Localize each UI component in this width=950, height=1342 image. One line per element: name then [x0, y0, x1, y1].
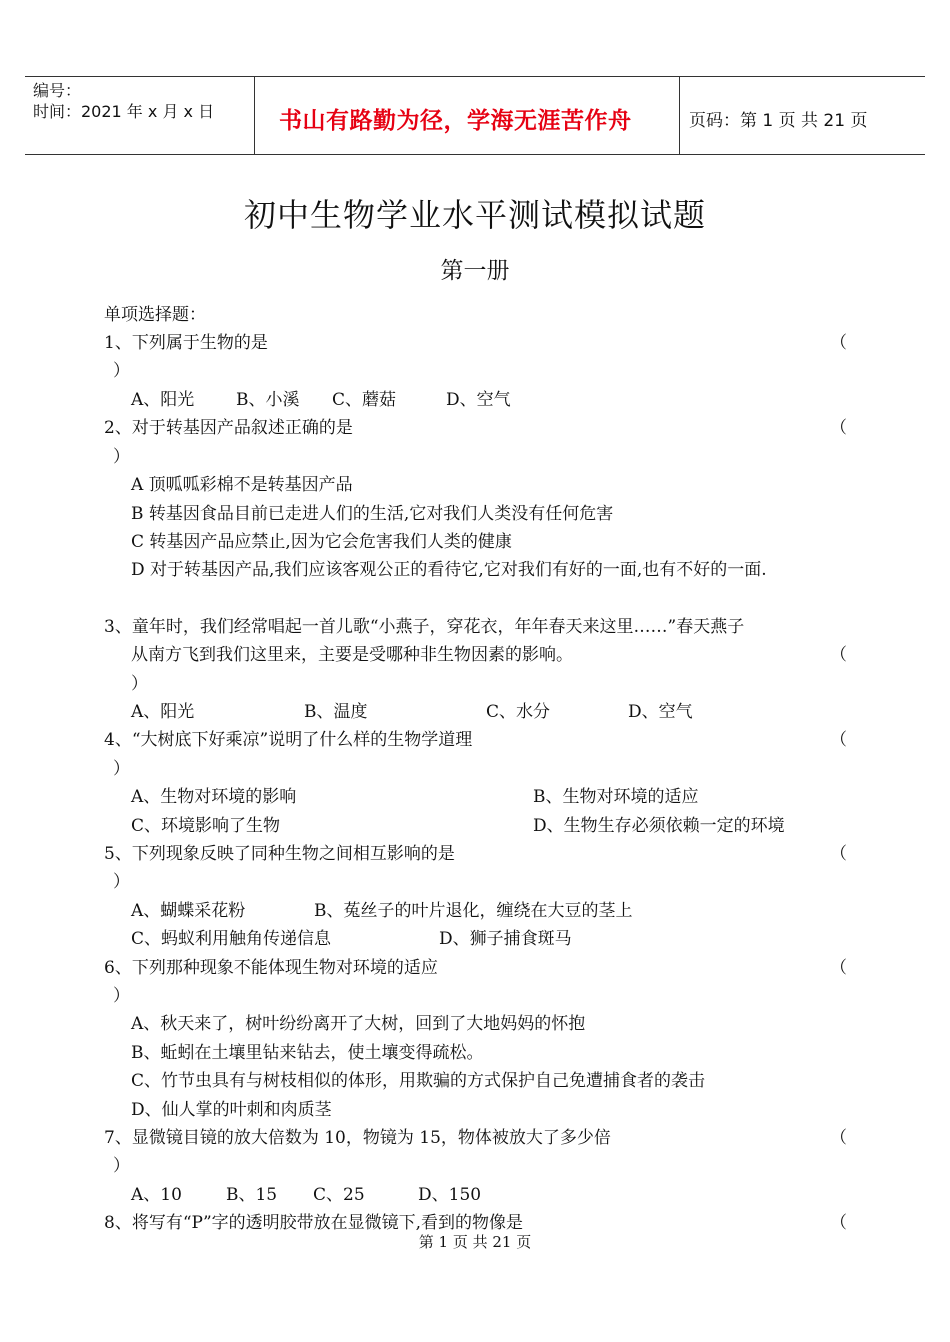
q4-option-c: C、环境影响了生物 [131, 816, 281, 836]
page-footer: 第 1 页 共 21 页 [418, 1233, 532, 1251]
q1-option-a: A、阳光 [131, 390, 195, 410]
question-5: 5、下列现象反映了同种生物之间相互影响的是 [104, 844, 455, 864]
question-6: 6、下列那种现象不能体现生物对环境的适应 [104, 958, 438, 978]
section-label: 单项选择题： [104, 305, 206, 325]
answer-paren-open: （ [830, 1213, 847, 1233]
q6-option-b: B、蚯蚓在土壤里钻来钻去，使土壤变得疏松。 [131, 1043, 484, 1063]
header-divider [254, 76, 255, 155]
q3-option-d: D、空气 [628, 702, 693, 722]
q2-option-b: B 转基因食品目前已走进人们的生活,它对我们人类没有任何危害 [131, 504, 614, 524]
answer-paren-open: （ [830, 645, 847, 665]
question-3-line-2: 从南方飞到我们这里来，主要是受哪种非生物因素的影响。 [131, 645, 573, 665]
answer-paren-open: （ [830, 333, 847, 353]
q1-option-c: C、蘑菇 [332, 390, 397, 410]
q7-option-a: A、10 [131, 1185, 182, 1205]
q5-option-a: A、蝴蝶采花粉 [131, 901, 246, 921]
q7-option-c: C、25 [313, 1185, 365, 1205]
question-7: 7、显微镜目镜的放大倍数为 10，物镜为 15，物体被放大了多少倍 [104, 1128, 611, 1148]
q1-option-d: D、空气 [446, 390, 511, 410]
header-top-rule [25, 76, 925, 77]
page-title: 初中生物学业水平测试模拟试题 [243, 196, 706, 234]
q5-option-b: B、菟丝子的叶片退化，缠绕在大豆的茎上 [314, 901, 633, 921]
q5-option-c: C、蚂蚁利用触角传递信息 [131, 929, 332, 949]
q7-option-d: D、150 [418, 1185, 482, 1205]
q4-option-d: D、生物生存必须依赖一定的环境 [533, 816, 785, 836]
page-header [25, 76, 925, 156]
q6-option-d: D、仙人掌的叶刺和肉质茎 [131, 1100, 332, 1120]
header-page-info: 页码：第 1 页 共 21 页 [689, 111, 868, 131]
q5-option-d: D、狮子捕食斑马 [439, 929, 572, 949]
header-motto: 书山有路勤为径，学海无涯苦作舟 [279, 108, 632, 134]
answer-paren-open: （ [830, 844, 847, 864]
question-4: 4、“大树底下好乘凉”说明了什么样的生物学道理 [104, 730, 473, 750]
answer-paren-close: ） [113, 361, 130, 381]
question-2: 2、对于转基因产品叙述正确的是 [104, 418, 353, 438]
q2-option-c: C 转基因产品应禁止,因为它会危害我们人类的健康 [131, 532, 512, 552]
answer-paren-open: （ [830, 1128, 847, 1148]
answer-paren-close: ） [113, 986, 130, 1006]
page-subtitle: 第一册 [440, 258, 510, 284]
q1-option-b: B、小溪 [236, 390, 300, 410]
q6-option-c: C、竹节虫具有与树枝相似的体形，用欺骗的方式保护自己免遭捕食者的袭击 [131, 1071, 706, 1091]
doc-time-label: 时间：2021 年 x 月 x 日 [33, 102, 215, 121]
q4-option-a: A、生物对环境的影响 [131, 787, 297, 807]
q3-option-b: B、温度 [304, 702, 368, 722]
q3-option-a: A、阳光 [131, 702, 195, 722]
answer-paren-close: ） [113, 872, 130, 892]
answer-paren-close: ） [113, 1156, 130, 1176]
q3-option-c: C、水分 [486, 702, 551, 722]
q7-option-b: B、15 [226, 1185, 278, 1205]
answer-paren-open: （ [830, 730, 847, 750]
header-bottom-rule [25, 154, 925, 155]
answer-paren-close: ） [113, 447, 130, 467]
doc-number-label: 编号： [33, 81, 82, 100]
question-1: 1、下列属于生物的是 [104, 333, 268, 353]
answer-paren-open: （ [830, 418, 847, 438]
header-meta [33, 80, 214, 122]
question-8: 8、将写有“P”字的透明胶带放在显微镜下,看到的物像是 [104, 1213, 524, 1233]
q4-option-b: B、生物对环境的适应 [533, 787, 699, 807]
answer-paren-close: ） [131, 674, 148, 694]
header-divider [679, 76, 680, 155]
answer-paren-open: （ [830, 958, 847, 978]
question-3-line-1: 3、童年时，我们经常唱起一首儿歌“小燕子，穿花衣，年年春天来这里……”春天燕子 [104, 617, 745, 637]
answer-paren-close: ） [113, 759, 130, 779]
q2-option-d: D 对于转基因产品,我们应该客观公正的看待它,它对我们有好的一面,也有不好的一面. [131, 560, 767, 580]
q6-option-a: A、秋天来了，树叶纷纷离开了大树，回到了大地妈妈的怀抱 [131, 1014, 586, 1034]
q2-option-a: A 顶呱呱彩棉不是转基因产品 [131, 475, 353, 495]
